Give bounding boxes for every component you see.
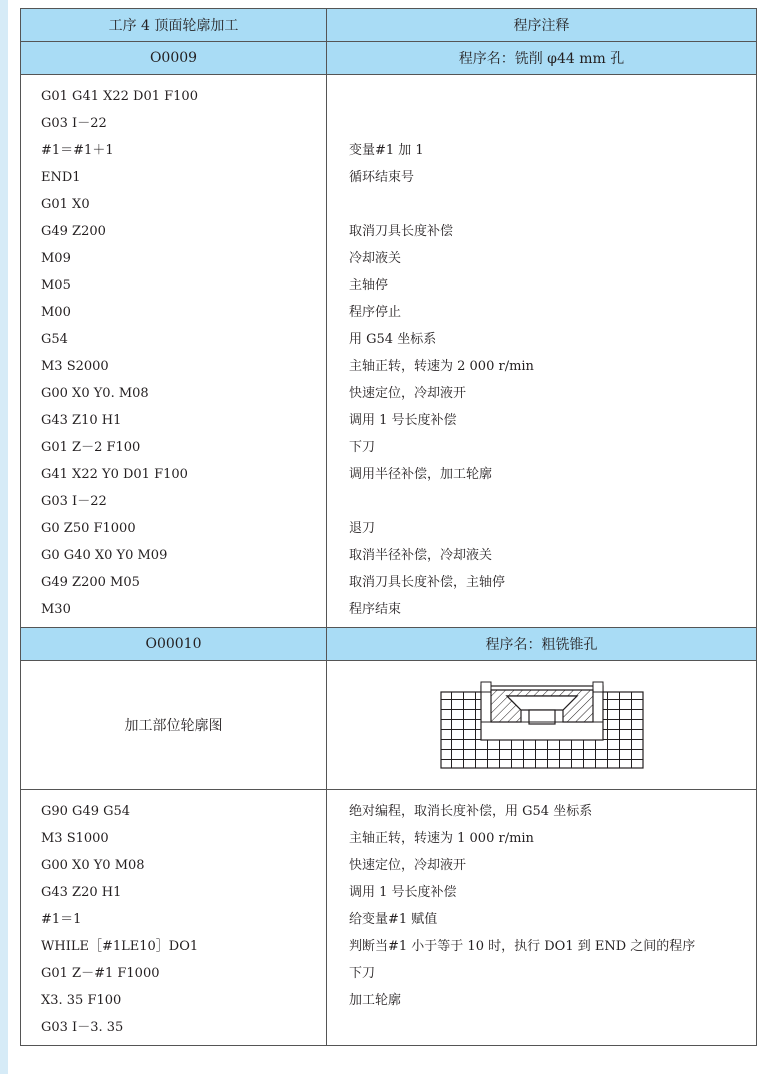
program2-number: O00010 [21, 628, 327, 661]
comment-line: 取消刀具长度补偿 [349, 224, 454, 239]
program1-comment-lines [327, 75, 756, 627]
page-edge-strip [0, 0, 8, 1074]
comment-line: 主轴停 [349, 278, 389, 293]
program2-body-row [21, 790, 757, 1046]
program2-comment-lines [327, 790, 756, 1045]
program1-header-row [21, 42, 757, 75]
program1-code-lines [21, 75, 326, 627]
code-line: M3 S2000 [41, 359, 109, 374]
comment-line [327, 110, 756, 137]
comment-line: 程序结束 [349, 602, 402, 617]
code-line: WHILE［#1LE10］DO1 [41, 939, 199, 954]
code-line: G49 Z200 [41, 224, 106, 239]
comment-line: 取消刀具长度补偿，主轴停 [349, 575, 506, 590]
comment-line: 下刀 [349, 440, 376, 455]
comment-line: 主轴正转，转速为 1 000 r/min [349, 831, 534, 846]
comment-line: 绝对编程，取消长度补偿，用 G54 坐标系 [349, 804, 593, 819]
code-line: G01 X0 [41, 197, 90, 212]
code-line: G43 Z10 H1 [41, 413, 122, 428]
program1-body-row [21, 75, 757, 628]
code-line: G54 [41, 332, 68, 347]
comment-line: 加工轮廓 [349, 993, 402, 1008]
comment-column-header: 程序注释 [327, 9, 757, 42]
comment-line: 快速定位，冷却液开 [349, 386, 467, 401]
code-line: G00 X0 Y0 M08 [41, 858, 145, 873]
comment-line: 取消半径补偿，冷却液关 [349, 548, 493, 563]
comment-line: 调用 1 号长度补偿 [349, 413, 457, 428]
code-line: G01 Z－2 F100 [41, 440, 141, 455]
comment-line [327, 1014, 756, 1041]
program2-comment-cell [327, 790, 757, 1046]
figure-label: 加工部位轮廓图 [21, 661, 327, 790]
comment-line: 主轴正转，转速为 2 000 r/min [349, 359, 534, 374]
comment-line: 循环结束号 [349, 170, 415, 185]
code-line: G01 G41 X22 D01 F100 [41, 89, 198, 104]
program2-code-lines [21, 790, 326, 1045]
code-line: X3. 35 F100 [41, 993, 122, 1008]
comment-line: 下刀 [349, 966, 376, 981]
program2-code-cell [21, 790, 327, 1046]
program1-comment-cell [327, 75, 757, 628]
program1-name: 程序名：铣削 φ44 mm 孔 [327, 42, 757, 75]
program2-name: 程序名：粗铣锥孔 [327, 628, 757, 661]
code-line: G41 X22 Y0 D01 F100 [41, 467, 188, 482]
code-line: M05 [41, 278, 71, 293]
program1-code-cell [21, 75, 327, 628]
code-line: M00 [41, 305, 71, 320]
code-line: G01 Z－#1 F1000 [41, 966, 160, 981]
code-line: G03 I－3. 35 [41, 1020, 124, 1035]
code-line: G90 G49 G54 [41, 804, 131, 819]
comment-line [327, 83, 756, 110]
comment-line: 给变量#1 赋值 [349, 912, 438, 927]
table-header-row [21, 9, 757, 42]
program2-header-row [21, 628, 757, 661]
figure-row [21, 661, 757, 790]
code-line: G49 Z200 M05 [41, 575, 140, 590]
code-line: G00 X0 Y0. M08 [41, 386, 149, 401]
code-line: G0 Z50 F1000 [41, 521, 136, 536]
code-line: G43 Z20 H1 [41, 885, 122, 900]
profile-drawing [439, 680, 645, 770]
code-line: G03 I－22 [41, 494, 107, 509]
code-line: G0 G40 X0 Y0 M09 [41, 548, 168, 563]
code-line: M30 [41, 602, 71, 617]
comment-line: 判断当#1 小于等于 10 时，执行 DO1 到 END 之间的程序 [349, 939, 696, 954]
comment-line [327, 191, 756, 218]
comment-line: 冷却液关 [349, 251, 402, 266]
comment-line: 调用 1 号长度补偿 [349, 885, 457, 900]
code-line: M09 [41, 251, 71, 266]
program1-number: O0009 [21, 42, 327, 75]
code-line: M3 S1000 [41, 831, 109, 846]
code-line: G03 I－22 [41, 116, 107, 131]
figure-cell [327, 661, 757, 790]
comment-line: 程序停止 [349, 305, 402, 320]
comment-line: 用 G54 坐标系 [349, 332, 437, 347]
code-line: #1＝#1＋1 [41, 143, 114, 158]
comment-line: 变量#1 加 1 [349, 143, 424, 158]
code-line: END1 [41, 170, 81, 185]
program-table [20, 8, 757, 1046]
comment-line: 调用半径补偿，加工轮廓 [349, 467, 493, 482]
process-title: 工序 4 顶面轮廓加工 [21, 9, 327, 42]
comment-line: 退刀 [349, 521, 376, 536]
code-line: #1＝1 [41, 912, 82, 927]
comment-line: 快速定位，冷却液开 [349, 858, 467, 873]
comment-line [327, 488, 756, 515]
